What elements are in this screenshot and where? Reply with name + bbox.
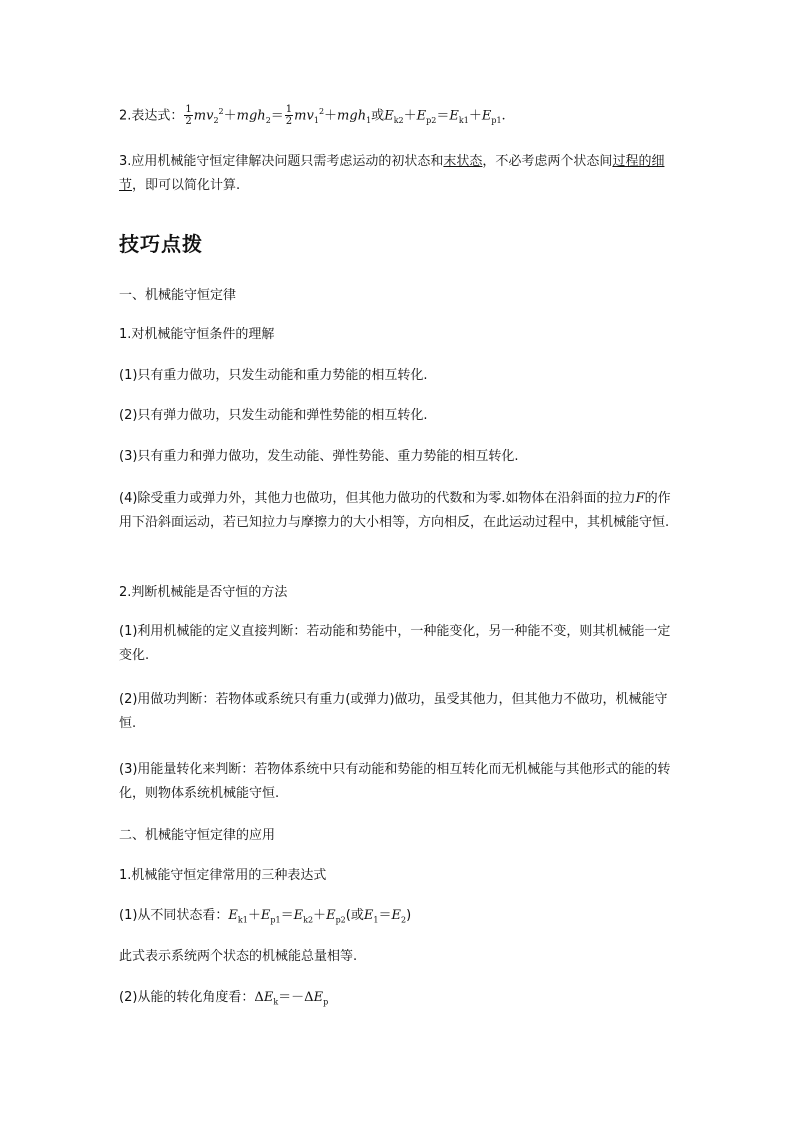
condition-3: (3)只有重力和弹力做功，发生动能、弹性势能、重力势能的相互转化. (119, 449, 519, 464)
formula-or: 或 (371, 108, 385, 124)
underlined-process-detail: 过程的细节 (119, 154, 665, 193)
part2-title: 二、机械能守恒定律的应用 (119, 828, 276, 843)
part1-subtitle-1: 1.对机械能守恒条件的理解 (119, 327, 275, 342)
method-2: (2)用做功判断：若物体或系统只有重力(或弹力)做功，虽受其他力，但其他力不做功，机械能守恒. (119, 692, 668, 731)
expression-1: (1)从不同状态看：$E_{k1}+E_{p1}=E_{k2}+E_{p2}$(或$E_1=E_2$) (119, 908, 412, 925)
condition-1: (1)只有重力做功，只发生动能和重力势能的相互转化. (119, 368, 428, 383)
part2-subtitle-1: 1.机械能守恒定律常用的三种表达式 (119, 868, 327, 883)
paragraph-item3: 3.应用机械能守恒定律解决问题只需考虑运动的初状态和末状态，不必考虑两个状态间过程的细节，即可以简化计算. (119, 154, 665, 193)
method-1: (1)利用机械能的定义直接判断：若动能和势能中，一种能变化，另一种能不变，则其机械能一定变化. (119, 624, 671, 663)
condition-2: (2)只有弹力做功，只发生动能和弹性势能的相互转化. (119, 408, 428, 423)
formula-line: 2.表达式： $\frac{1}{2}$ $mv_2^2+mgh_2=$ $\frac{1}{2}$ $mv_1^2+mgh_1$或$E_{k2}+E_{p2}=E_{k1}+E_{p1}$. (119, 104, 506, 128)
fraction-half: $\frac{1}{2}$ (185, 104, 192, 128)
fraction-half: $\frac{1}{2}$ (285, 104, 293, 128)
section-title: 技巧点拨 (119, 232, 203, 256)
condition-4: (4)除受重力或弹力外，其他力也做功，但其他力做功的代数和为零.如物体在沿斜面的拉力F的作用下沿斜面运动，若已知拉力与摩擦力的大小相等，方向相反，在此运动过程中，其机械能守恒. (119, 491, 671, 530)
part1-subtitle-2: 2.判断机械能是否守恒的方法 (119, 585, 288, 600)
expression-1-note: 此式表示系统两个状态的机械能总量相等. (119, 949, 358, 964)
method-3: (3)用能量转化来判断：若物体系统中只有动能和势能的相互转化而无机械能与其他形式的能的转化，则物体系统机械能守恒. (119, 762, 671, 801)
underlined-end-state: 末状态 (443, 154, 483, 169)
expression-2: (2)从能的转化角度看：$\Delta E_k=-\Delta E_p$ (119, 990, 329, 1007)
formula-label: 2.表达式： (119, 108, 184, 124)
part1-title: 一、机械能守恒定律 (119, 288, 237, 303)
